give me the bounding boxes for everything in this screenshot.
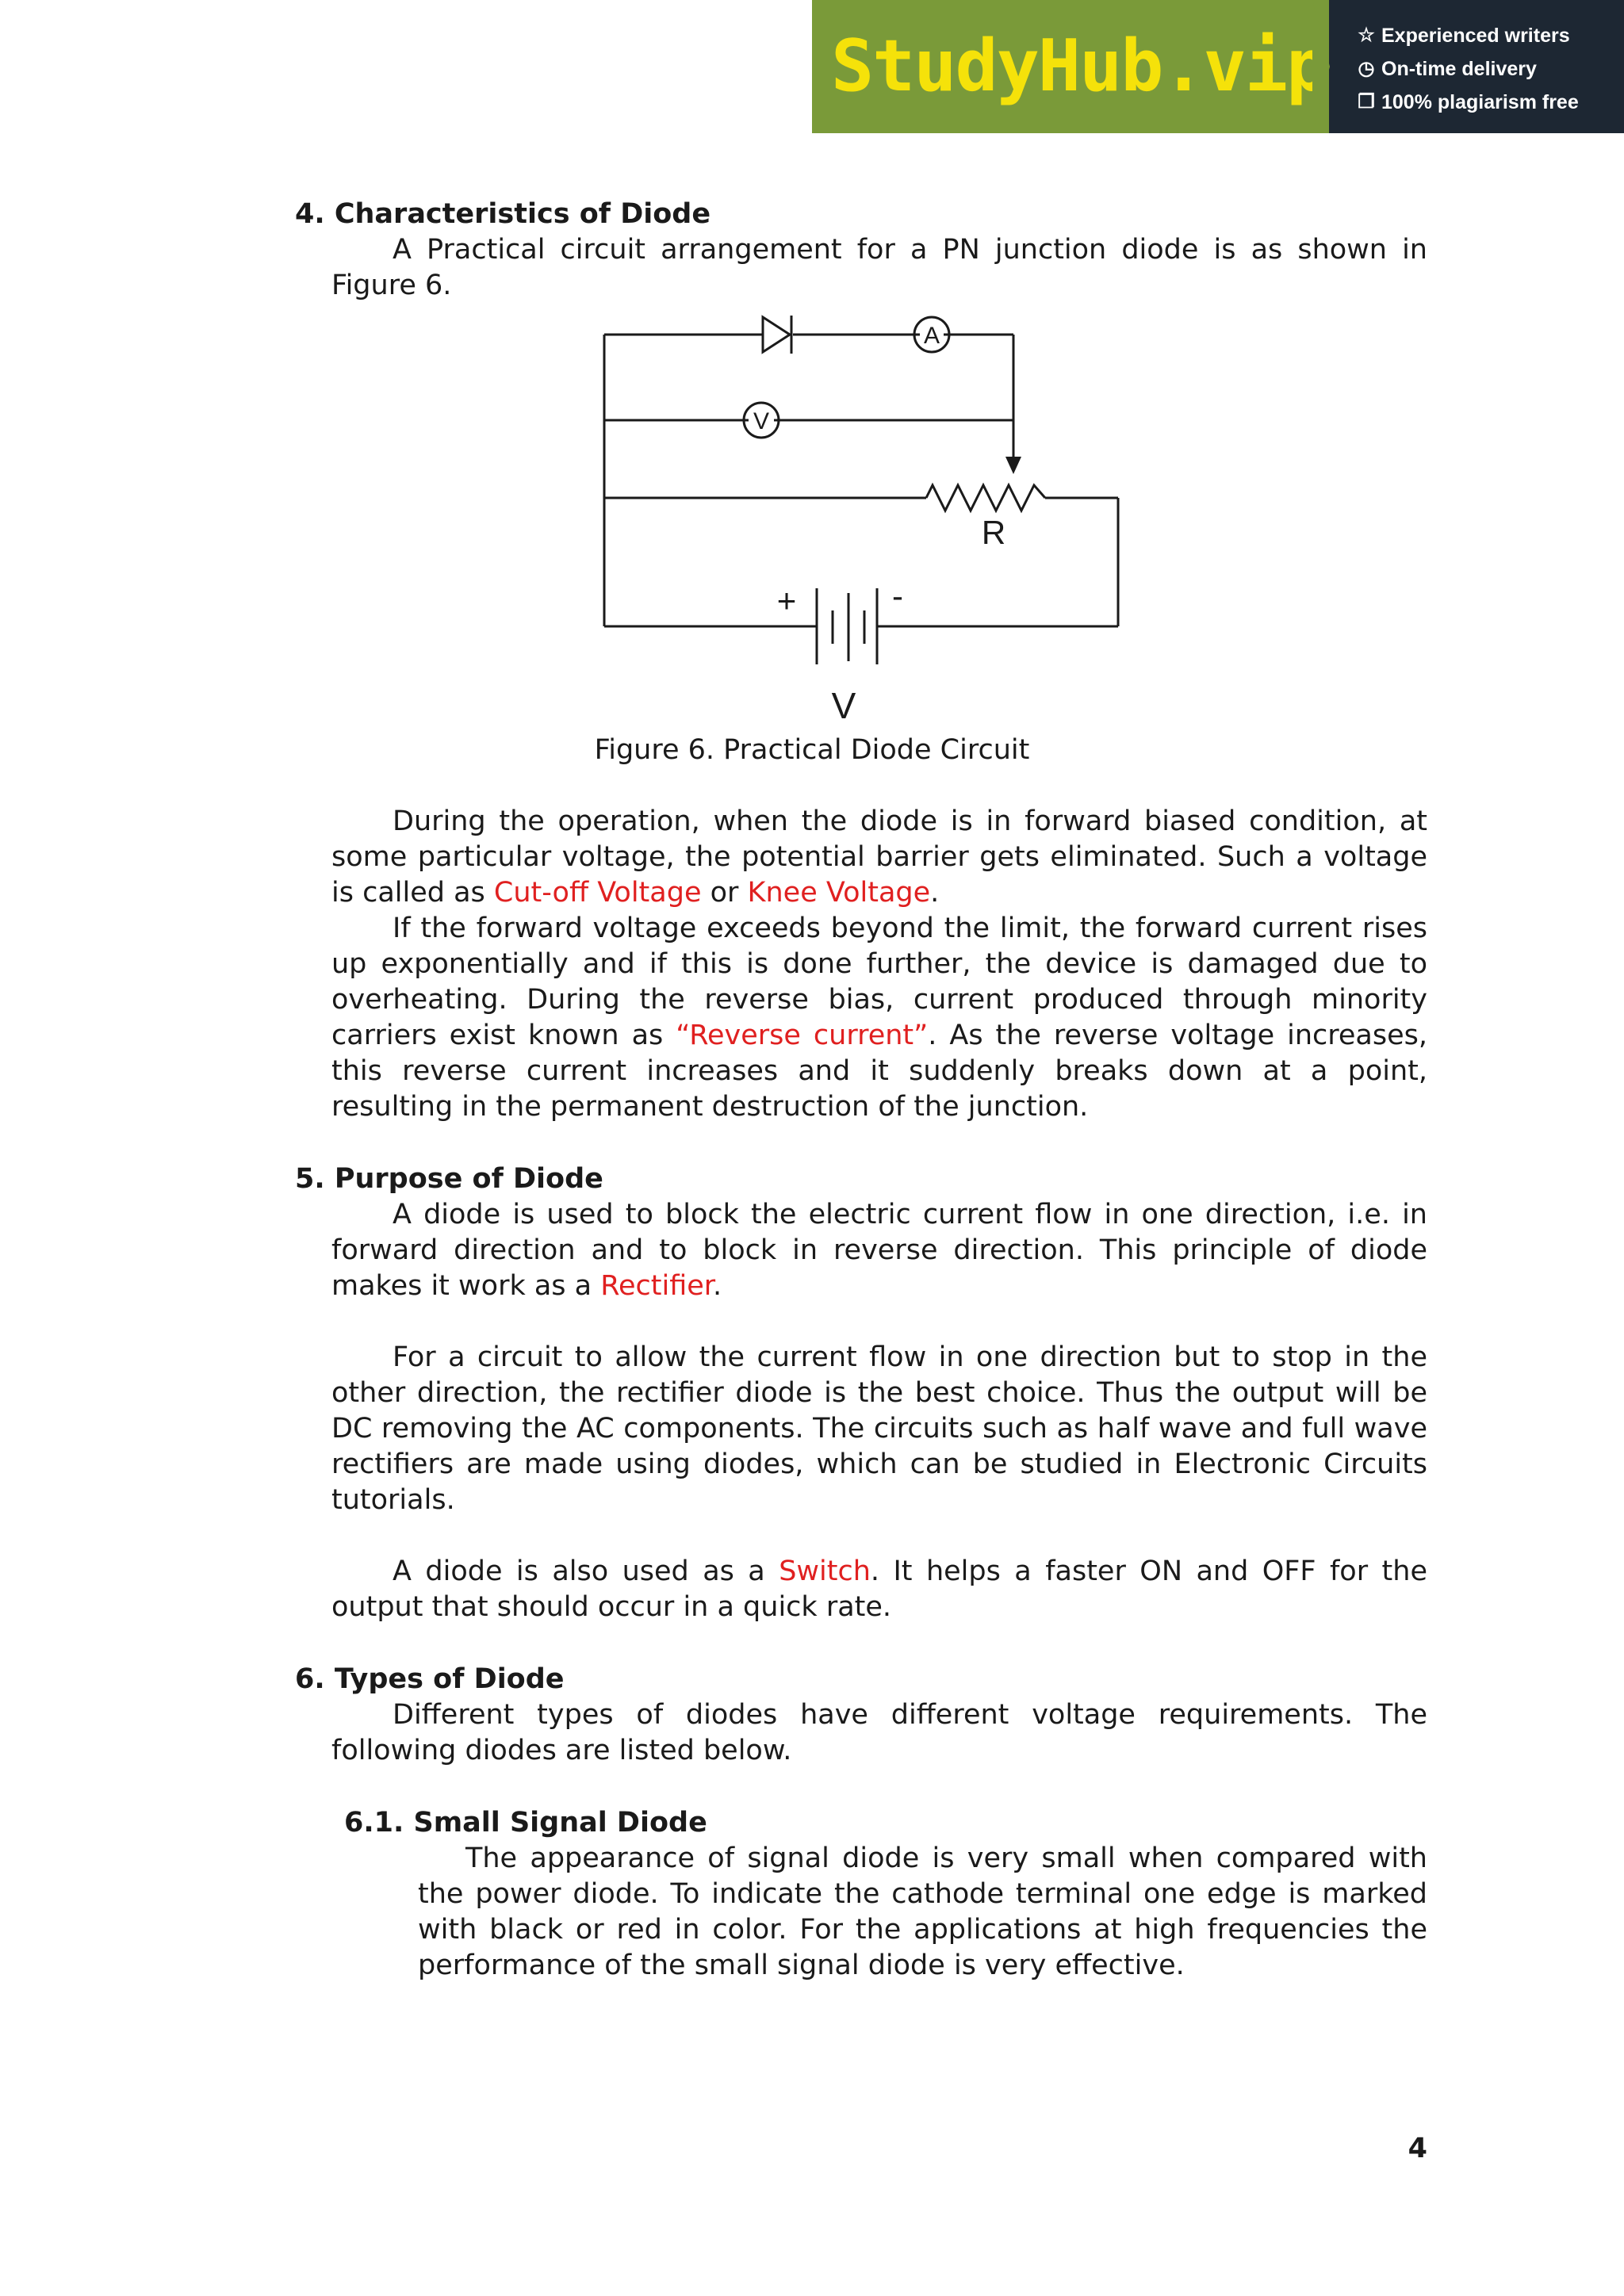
section-5-paragraph-3 bbox=[331, 1554, 1427, 1625]
paragraph-text: During the operation, when the diode is in forward biased condition, at some particular voltage, the potential barrier gets eliminated. Such a voltage is called as bbox=[331, 806, 1427, 909]
clock-icon: ◷ bbox=[1358, 58, 1375, 79]
star-icon: ☆ bbox=[1358, 25, 1375, 46]
section-5-paragraph-2: For a circuit to allow the current flow in one direction but to stop in the other direction, the rectifier diode is the best choice. Thus the output will be DC removing the AC components. The circuits such as half wave and full wave rectifiers are made using diodes, which can be studied in Electronic Circuits tutorials. bbox=[331, 1341, 1427, 1516]
section-5-heading: 5. Purpose of Diode bbox=[295, 1163, 603, 1195]
paragraph-text: If the forward voltage exceeds beyond the limit, the forward current rises up exponentially and if this is done further, the device is damaged due to overheating. During the reverse bias, current produced through minority carriers exist known as bbox=[331, 913, 1427, 1051]
practical-diode-circuit-figure bbox=[587, 298, 1142, 726]
figure-caption: Figure 6. Practical Diode Circuit bbox=[594, 734, 1030, 766]
voltmeter-label: V bbox=[753, 408, 770, 434]
cutoff-voltage-term: Cut-off Voltage bbox=[493, 877, 702, 909]
feature-text: Experienced writers bbox=[1381, 25, 1570, 47]
paragraph-text: . As the reverse voltage increases, this reverse current increases and it suddenly breaks down at a point, resulting in the permanent destruction of the junction. bbox=[331, 1020, 1427, 1123]
section-4-intro: A Practical circuit arrangement for a PN junction diode is as shown in Figure 6. bbox=[331, 234, 1427, 301]
battery-plus-label: + bbox=[776, 582, 797, 619]
rectifier-term: Rectifier bbox=[600, 1270, 713, 1302]
section-6-paragraph-1: Different types of diodes have different voltage requirements. The following diodes are listed below. bbox=[331, 1699, 1427, 1766]
paragraph-text: A diode is also used as a bbox=[393, 1556, 779, 1587]
feature-row bbox=[1356, 52, 1624, 86]
feature-row bbox=[1356, 19, 1624, 52]
section-6-1-paragraph-1: The appearance of signal diode is very small when compared with the power diode. To indicate the cathode terminal one edge is marked with black or red in color. For the applications at high frequencies the performance of the small signal diode is very effective. bbox=[418, 1843, 1427, 1981]
feature-text: On-time delivery bbox=[1381, 58, 1537, 80]
section-4-heading: 4. Characteristics of Diode bbox=[295, 198, 711, 230]
section-6-1-heading: 6.1. Small Signal Diode bbox=[344, 1807, 707, 1839]
logo-text: StudyHub.vip bbox=[831, 25, 1328, 108]
page-number: 4 bbox=[1408, 2133, 1427, 2164]
banner-features bbox=[1329, 0, 1624, 133]
studyhub-logo[interactable] bbox=[812, 0, 1329, 133]
paragraph-text: or bbox=[701, 877, 748, 909]
banner-arrow bbox=[1312, 0, 1330, 133]
reverse-current-term: “Reverse current” bbox=[676, 1020, 929, 1051]
studyhub-banner[interactable] bbox=[812, 0, 1624, 133]
paragraph-text: . bbox=[930, 877, 940, 909]
wiper-arrow bbox=[1005, 457, 1021, 474]
battery-minus-label: - bbox=[892, 577, 903, 614]
section-5-paragraph-1 bbox=[331, 1197, 1427, 1304]
section-4-paragraph-2 bbox=[331, 911, 1427, 1125]
knee-voltage-term: Knee Voltage bbox=[747, 877, 931, 909]
feature-row bbox=[1356, 86, 1624, 119]
copy-icon: ❐ bbox=[1358, 91, 1375, 113]
source-voltage-label: V bbox=[831, 685, 856, 726]
paragraph-text: A diode is used to block the electric current flow in one direction, i.e. in forward direction and to block in reverse direction. This principle of diode makes it work as a bbox=[331, 1199, 1427, 1302]
paragraph-text: . It helps a faster ON and OFF for the output that should occur in a quick rate. bbox=[331, 1556, 1427, 1623]
switch-term: Switch bbox=[779, 1556, 871, 1587]
diode-triangle bbox=[763, 317, 790, 352]
ammeter-label: A bbox=[923, 323, 940, 349]
paragraph-text: . bbox=[712, 1270, 722, 1302]
section-6-heading: 6. Types of Diode bbox=[295, 1663, 565, 1695]
resistor-label: R bbox=[981, 514, 1006, 551]
resistor-zigzag bbox=[926, 485, 1045, 511]
feature-text: 100% plagiarism free bbox=[1381, 91, 1579, 113]
section-4-paragraph-1 bbox=[331, 804, 1427, 911]
